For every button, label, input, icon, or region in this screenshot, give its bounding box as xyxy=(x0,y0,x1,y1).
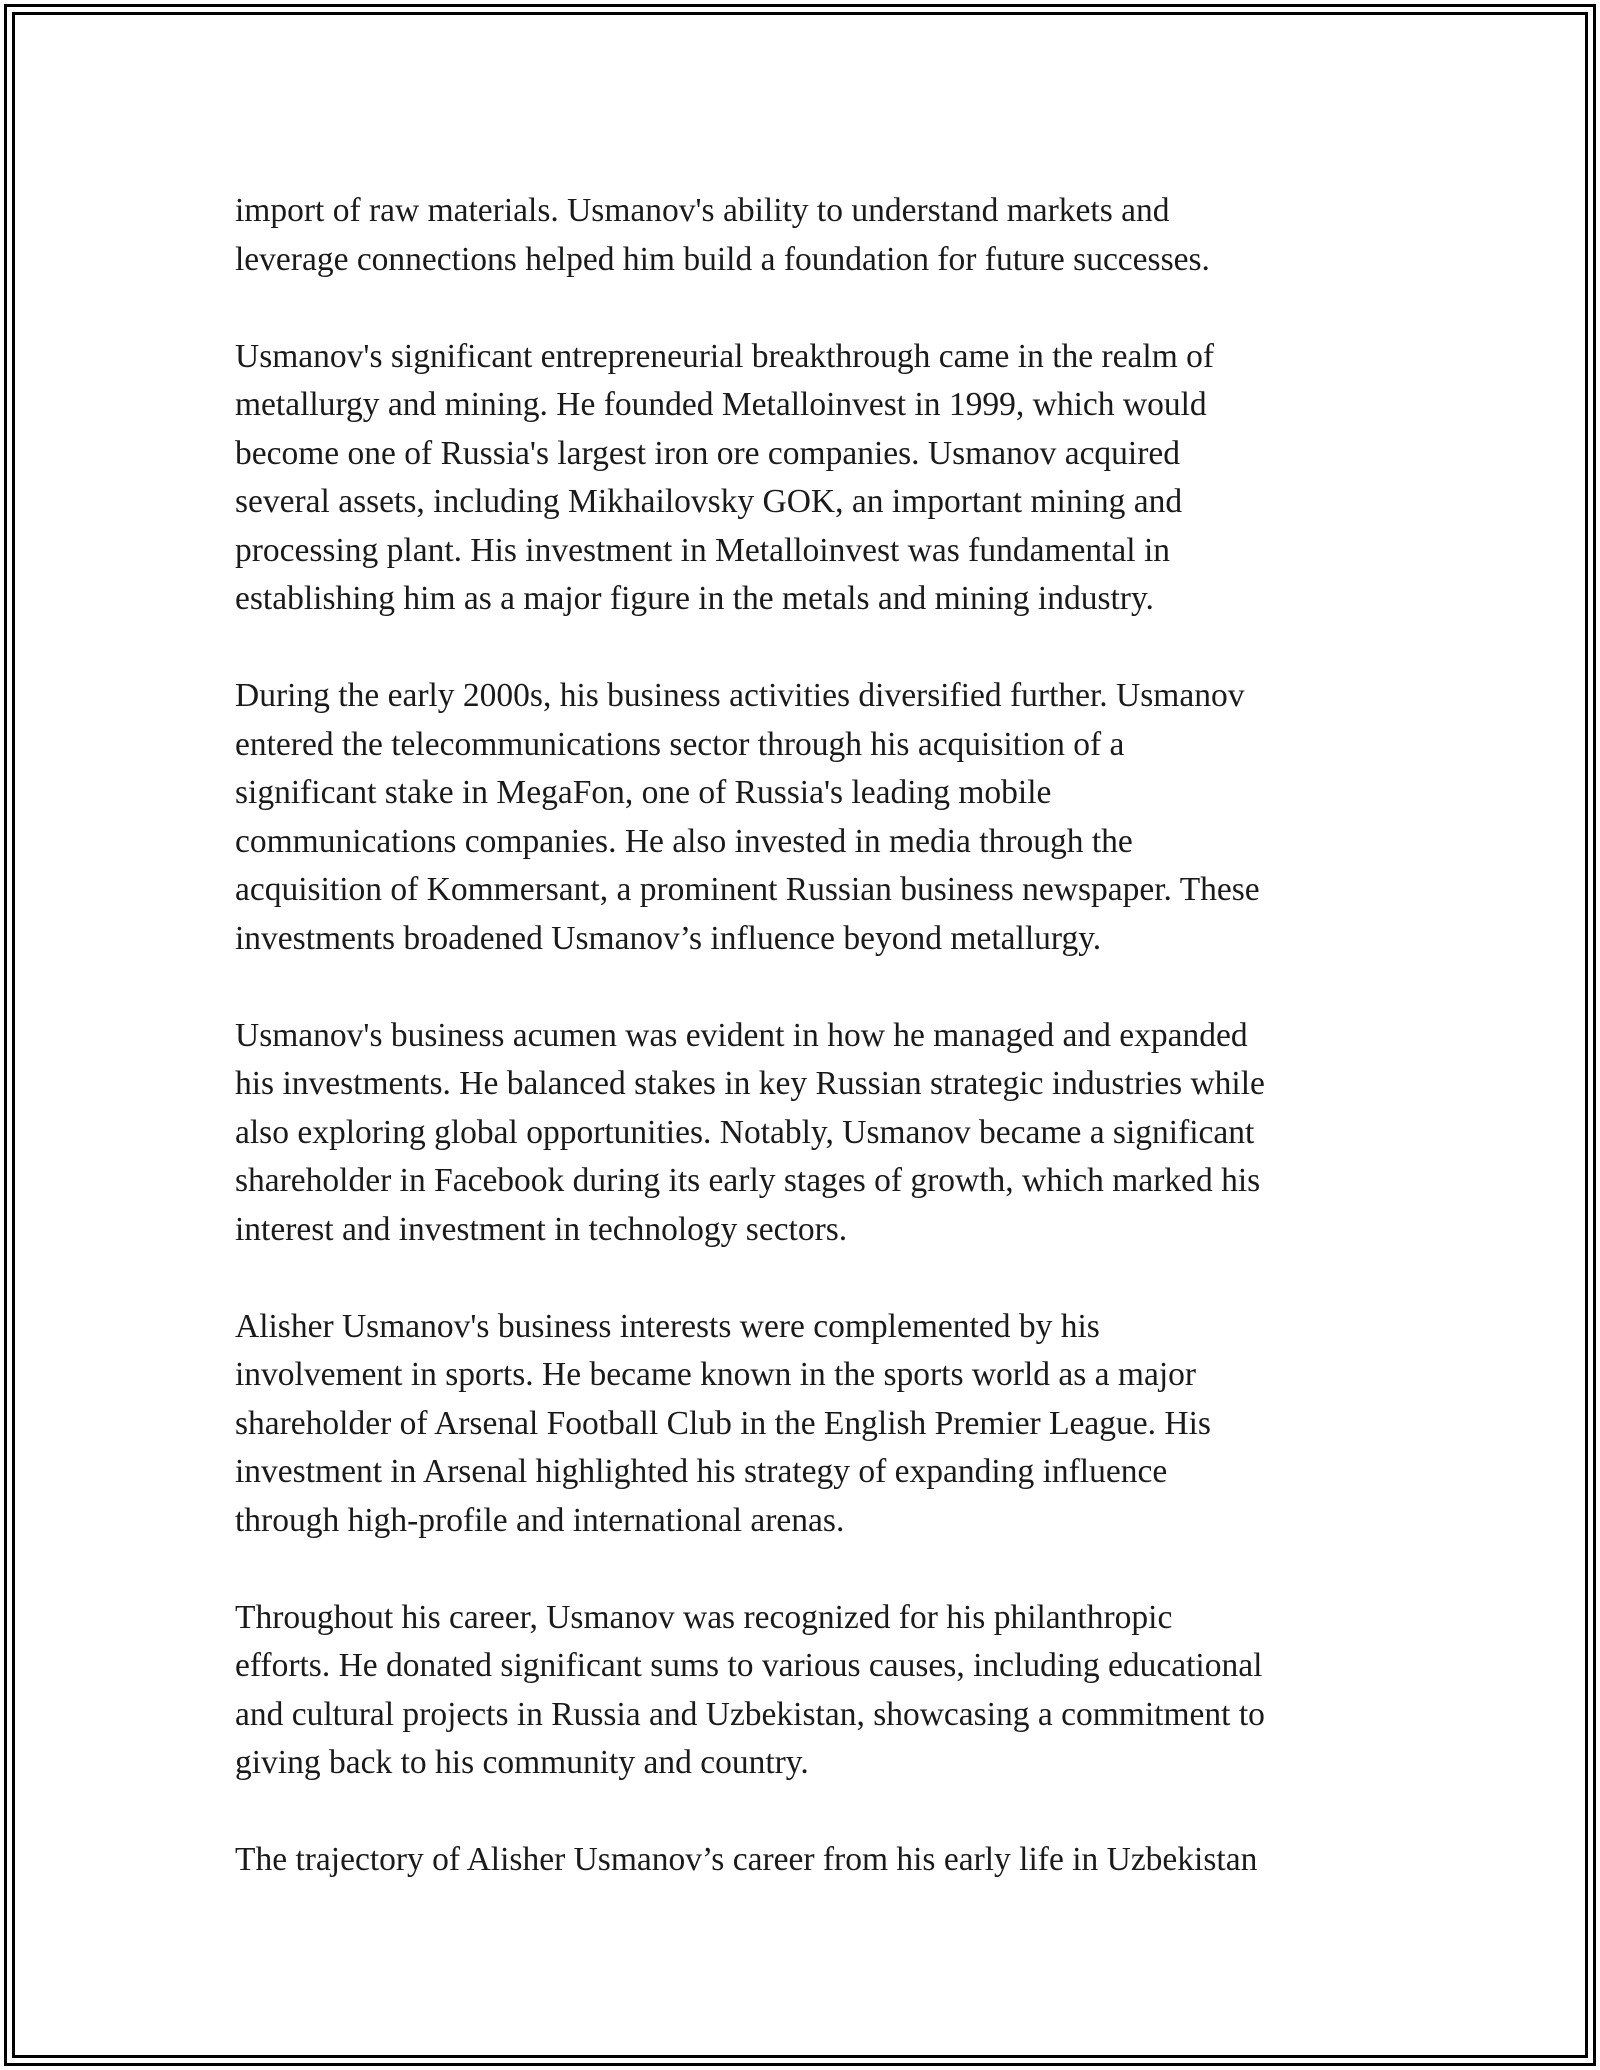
text-line: several assets, including Mikhailovsky GOK, an important mining and xyxy=(235,483,1183,520)
text-line: Usmanov's significant entrepreneurial breakthrough came in the realm of xyxy=(235,337,1215,375)
paragraph xyxy=(235,1303,1380,1546)
text-line: The trajectory of Alisher Usmanov’s career from his early life in Uzbekistan xyxy=(235,1841,1258,1878)
text-line: involvement in sports. He became known in the sports world as a major xyxy=(235,1356,1197,1393)
text-line: processing plant. His investment in Metalloinvest was fundamental in xyxy=(235,531,1171,569)
text-line: interest and investment in technology sectors. xyxy=(235,1210,848,1248)
text-line: shareholder in Facebook during its early stages of growth, which marked his xyxy=(235,1162,1261,1199)
text-line: giving back to his community and country. xyxy=(235,1744,809,1781)
text-line: Usmanov's business acumen was evident in how he managed and expanded xyxy=(235,1016,1248,1054)
text-line: through high-profile and international arenas. xyxy=(235,1501,845,1539)
text-line: import of raw materials. Usmanov's ability to understand markets and xyxy=(235,192,1170,229)
paragraph xyxy=(235,333,1380,624)
text-line: shareholder of Arsenal Football Club in the English Premier League. His xyxy=(235,1404,1211,1442)
text-line: investment in Arsenal highlighted his strategy of expanding influence xyxy=(235,1453,1168,1490)
paragraph xyxy=(235,187,1380,284)
text-line: Throughout his career, Usmanov was recognized for his philanthropic xyxy=(235,1598,1173,1636)
text-line: efforts. He donated significant sums to various causes, including educational xyxy=(235,1647,1263,1684)
paragraph xyxy=(235,1836,1380,1885)
text-line: his investments. He balanced stakes in key Russian strategic industries while xyxy=(235,1065,1265,1102)
text-line: also exploring global opportunities. Notably, Usmanov became a significant xyxy=(235,1113,1255,1151)
text-line: significant stake in MegaFon, one of Russia's leading mobile xyxy=(235,774,1052,811)
text-line: become one of Russia's largest iron ore companies. Usmanov acquired xyxy=(235,434,1181,472)
document-body xyxy=(235,187,1380,1933)
text-line: leverage connections helped him build a foundation for future successes. xyxy=(235,240,1210,278)
text-line: communications companies. He also invested in media through the xyxy=(235,822,1133,860)
text-line: metallurgy and mining. He founded Metalloinvest in 1999, which would xyxy=(235,386,1207,423)
text-line: establishing him as a major figure in the metals and mining industry. xyxy=(235,580,1154,617)
text-line: investments broadened Usmanov’s influence beyond metallurgy. xyxy=(235,919,1102,957)
text-line: acquisition of Kommersant, a prominent Russian business newspaper. These xyxy=(235,871,1260,908)
text-line: Alisher Usmanov's business interests were complemented by his xyxy=(235,1307,1100,1345)
paragraph xyxy=(235,672,1380,963)
text-line: entered the telecommunications sector through his acquisition of a xyxy=(235,725,1125,763)
paragraph xyxy=(235,1594,1380,1788)
text-line: During the early 2000s, his business activities diversified further. Usmanov xyxy=(235,677,1245,714)
paragraph xyxy=(235,1012,1380,1255)
text-line: and cultural projects in Russia and Uzbekistan, showcasing a commitment to xyxy=(235,1695,1265,1733)
